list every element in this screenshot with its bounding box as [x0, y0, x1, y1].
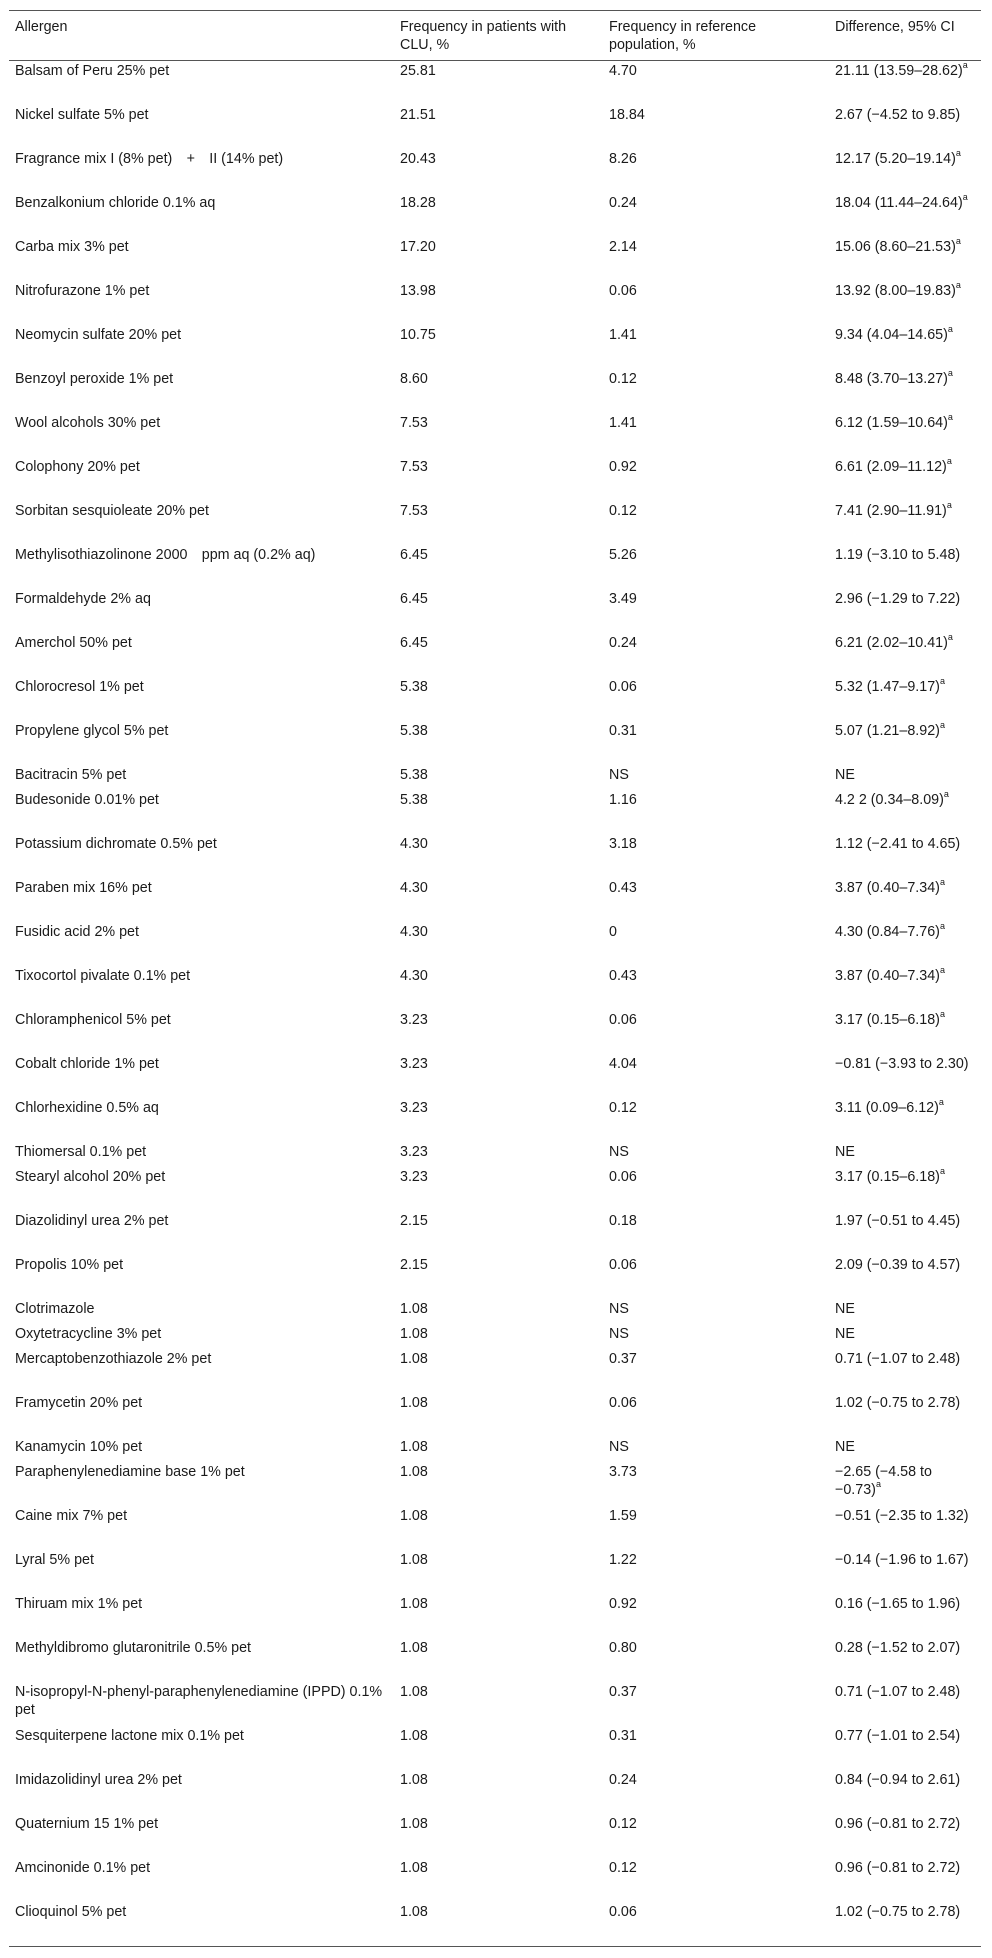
- table-row: [9, 413, 981, 457]
- difference-value: 3.87 (0.40–7.34): [835, 880, 940, 896]
- cell-frequency-clu: 2.15: [400, 1213, 428, 1229]
- difference-value: 4.2 2 (0.34–8.09): [835, 792, 944, 808]
- difference-value: 13.92 (8.00–19.83): [835, 283, 956, 299]
- difference-value: 1.97 (−0.51 to 4.45): [835, 1213, 961, 1229]
- table-row: [9, 237, 981, 281]
- cell-frequency-clu: 1.08: [400, 1816, 428, 1832]
- cell-allergen: Quaternium 15 1% pet: [15, 1816, 159, 1832]
- cell-frequency-clu: 4.30: [400, 924, 428, 940]
- cell-frequency-clu: 7.53: [400, 459, 428, 475]
- cell-allergen: Chlorocresol 1% pet: [15, 679, 144, 695]
- significance-footnote-marker: a: [947, 412, 953, 423]
- table-row: [9, 1211, 981, 1255]
- table-row: [9, 1506, 981, 1550]
- cell-allergen: Balsam of Peru 25% pet: [15, 63, 170, 79]
- cell-frequency-clu: 18.28: [400, 195, 436, 211]
- table-row: [9, 966, 981, 1010]
- table-row: [9, 61, 981, 106]
- cell-allergen: Fusidic acid 2% pet: [15, 924, 139, 940]
- cell-frequency-reference: 0.24: [609, 1772, 637, 1788]
- cell-frequency-reference: 0.24: [609, 195, 637, 211]
- difference-value: 6.21 (2.02–10.41): [835, 635, 948, 651]
- cell-difference-ci: [829, 1255, 981, 1299]
- header-row: [9, 11, 981, 61]
- cell-allergen: Carba mix 3% pet: [15, 239, 129, 255]
- significance-footnote-marker: a: [939, 1166, 945, 1177]
- difference-value: 1.02 (−0.75 to 2.78): [835, 1395, 961, 1411]
- cell-frequency-reference: 1.59: [609, 1508, 637, 1524]
- cell-difference-ci: [829, 1462, 981, 1506]
- cell-frequency-clu: 6.45: [400, 547, 428, 563]
- cell-difference-ci: [829, 1324, 981, 1349]
- cell-difference-ci: [829, 589, 981, 633]
- cell-frequency-reference: 0.06: [609, 1904, 637, 1920]
- cell-difference-ci: [829, 721, 981, 765]
- cell-frequency-clu: 7.53: [400, 415, 428, 431]
- cell-frequency-reference: 0.06: [609, 283, 637, 299]
- table-row: [9, 1299, 981, 1324]
- cell-frequency-clu: 5.38: [400, 767, 428, 783]
- cell-frequency-clu: 7.53: [400, 503, 428, 519]
- table-row: [9, 834, 981, 878]
- cell-frequency-reference: 3.49: [609, 591, 637, 607]
- table-row: [9, 1638, 981, 1682]
- table-row: [9, 1349, 981, 1393]
- table-row: [9, 1324, 981, 1349]
- difference-value: 3.17 (0.15–6.18): [835, 1012, 940, 1028]
- cell-difference-ci: [829, 1299, 981, 1324]
- cell-difference-ci: [829, 325, 981, 369]
- difference-value: 2.09 (−0.39 to 4.57): [835, 1257, 961, 1273]
- difference-value: 0.84 (−0.94 to 2.61): [835, 1772, 961, 1788]
- difference-value: 0.77 (−1.01 to 2.54): [835, 1728, 961, 1744]
- difference-value: −0.51 (−2.35 to 1.32): [835, 1508, 969, 1524]
- cell-difference-ci: [829, 1393, 981, 1437]
- cell-allergen: Budesonide 0.01% pet: [15, 792, 159, 808]
- difference-value: 21.11 (13.59–28.62): [835, 63, 963, 79]
- cell-allergen: Nitrofurazone 1% pet: [15, 283, 150, 299]
- significance-footnote-marker: a: [943, 789, 949, 800]
- cell-difference-ci: [829, 1098, 981, 1142]
- cell-frequency-clu: 1.08: [400, 1640, 428, 1656]
- cell-frequency-clu: 1.08: [400, 1508, 428, 1524]
- cell-frequency-reference: 0.18: [609, 1213, 637, 1229]
- table-row: [9, 325, 981, 369]
- cell-frequency-reference: 1.41: [609, 415, 637, 431]
- difference-value: 0.28 (−1.52 to 2.07): [835, 1640, 961, 1656]
- difference-value: 1.02 (−0.75 to 2.78): [835, 1904, 961, 1920]
- cell-frequency-reference: 0.12: [609, 1860, 637, 1876]
- cell-frequency-reference: 0.06: [609, 679, 637, 695]
- cell-allergen: Amerchol 50% pet: [15, 635, 132, 651]
- cell-allergen: Nickel sulfate 5% pet: [15, 107, 149, 123]
- difference-value: 18.04 (11.44–24.64): [835, 195, 963, 211]
- difference-value: NE: [835, 1144, 855, 1160]
- cell-frequency-reference: 0.12: [609, 1100, 637, 1116]
- cell-frequency-clu: 5.38: [400, 792, 428, 808]
- cell-frequency-reference: 0.24: [609, 635, 637, 651]
- significance-footnote-marker: a: [947, 368, 953, 379]
- table-row: [9, 1393, 981, 1437]
- cell-allergen: Clotrimazole: [15, 1301, 95, 1317]
- cell-frequency-reference: 0.12: [609, 1816, 637, 1832]
- cell-frequency-clu: 1.08: [400, 1684, 428, 1700]
- cell-difference-ci: [829, 1010, 981, 1054]
- table-row: [9, 105, 981, 149]
- cell-allergen: Formaldehyde 2% aq: [15, 591, 151, 607]
- significance-footnote-marker: a: [939, 720, 945, 731]
- cell-allergen: Mercaptobenzothiazole 2% pet: [15, 1351, 212, 1367]
- significance-footnote-marker: a: [947, 324, 953, 335]
- cell-difference-ci: [829, 1814, 981, 1858]
- difference-value: 4.30 (0.84–7.76): [835, 924, 940, 940]
- cell-frequency-clu: 1.08: [400, 1552, 428, 1568]
- difference-value: 0.16 (−1.65 to 1.96): [835, 1596, 961, 1612]
- cell-allergen: Oxytetracycline 3% pet: [15, 1326, 162, 1342]
- cell-frequency-clu: 3.23: [400, 1056, 428, 1072]
- table-row: [9, 1054, 981, 1098]
- cell-frequency-clu: 1.08: [400, 1772, 428, 1788]
- cell-frequency-reference: 0.06: [609, 1395, 637, 1411]
- table-row: [9, 1437, 981, 1462]
- difference-value: 0.96 (−0.81 to 2.72): [835, 1860, 961, 1876]
- cell-difference-ci: [829, 413, 981, 457]
- cell-allergen: Benzoyl peroxide 1% pet: [15, 371, 174, 387]
- cell-frequency-reference: 0.43: [609, 968, 637, 984]
- cell-frequency-clu: 3.23: [400, 1169, 428, 1185]
- cell-difference-ci: [829, 457, 981, 501]
- cell-frequency-clu: 6.45: [400, 591, 428, 607]
- cell-frequency-clu: 1.08: [400, 1301, 428, 1317]
- difference-value: 15.06 (8.60–21.53): [835, 239, 956, 255]
- table-row: [9, 790, 981, 834]
- cell-difference-ci: [829, 765, 981, 790]
- cell-allergen: Bacitracin 5% pet: [15, 767, 127, 783]
- difference-value: 3.11 (0.09–6.12): [835, 1100, 939, 1116]
- difference-value: −0.14 (−1.96 to 1.67): [835, 1552, 969, 1568]
- cell-frequency-clu: 1.08: [400, 1439, 428, 1455]
- cell-allergen: Amcinonide 0.1% pet: [15, 1860, 151, 1876]
- cell-allergen: Potassium dichromate 0.5% pet: [15, 836, 217, 852]
- cell-frequency-clu: 10.75: [400, 327, 436, 343]
- difference-value: 6.12 (1.59–10.64): [835, 415, 948, 431]
- cell-frequency-reference: 0.80: [609, 1640, 637, 1656]
- difference-value: 2.96 (−1.29 to 7.22): [835, 591, 961, 607]
- cell-allergen: Chlorhexidine 0.5% aq: [15, 1100, 159, 1116]
- cell-frequency-clu: 4.30: [400, 836, 428, 852]
- cell-frequency-clu: 5.38: [400, 723, 428, 739]
- cell-difference-ci: [829, 790, 981, 834]
- cell-frequency-reference: 8.26: [609, 151, 637, 167]
- significance-footnote-marker: a: [875, 1479, 881, 1490]
- cell-difference-ci: [829, 1902, 981, 1947]
- difference-value: −2.65 (−4.58 to −0.73): [835, 1464, 932, 1498]
- difference-value: 0.71 (−1.07 to 2.48): [835, 1351, 961, 1367]
- cell-frequency-clu: 1.08: [400, 1728, 428, 1744]
- cell-difference-ci: [829, 677, 981, 721]
- allergen-frequency-table: [9, 10, 981, 1947]
- table-row: [9, 1902, 981, 1947]
- cell-frequency-reference: 0.92: [609, 1596, 637, 1612]
- cell-frequency-reference: 3.73: [609, 1464, 637, 1480]
- table-row: [9, 149, 981, 193]
- table-row: [9, 1098, 981, 1142]
- cell-frequency-reference: NS: [609, 1439, 629, 1455]
- difference-value: 12.17 (5.20–19.14): [835, 151, 956, 167]
- cell-allergen: Neomycin sulfate 20% pet: [15, 327, 182, 343]
- table-header: [9, 11, 981, 61]
- cell-frequency-clu: 6.45: [400, 635, 428, 651]
- cell-difference-ci: [829, 1167, 981, 1211]
- cell-frequency-reference: 1.41: [609, 327, 637, 343]
- cell-frequency-reference: 4.04: [609, 1056, 637, 1072]
- cell-frequency-clu: 8.60: [400, 371, 428, 387]
- cell-difference-ci: [829, 834, 981, 878]
- significance-footnote-marker: a: [939, 1009, 945, 1020]
- cell-frequency-reference: 1.16: [609, 792, 637, 808]
- cell-allergen: Diazolidinyl urea 2% pet: [15, 1213, 169, 1229]
- cell-frequency-reference: 5.26: [609, 547, 637, 563]
- cell-frequency-reference: NS: [609, 1144, 629, 1160]
- cell-difference-ci: [829, 105, 981, 149]
- cell-frequency-reference: 0.31: [609, 723, 637, 739]
- table-row: [9, 677, 981, 721]
- cell-allergen: Cobalt chloride 1% pet: [15, 1056, 159, 1072]
- table-row: [9, 1255, 981, 1299]
- cell-allergen: Thiomersal 0.1% pet: [15, 1144, 147, 1160]
- cell-allergen: Propylene glycol 5% pet: [15, 723, 169, 739]
- cell-allergen: Chloramphenicol 5% pet: [15, 1012, 171, 1028]
- cell-allergen: Fragrance mix I (8% pet) + II (14% pet): [15, 151, 284, 167]
- difference-value: NE: [835, 1439, 855, 1455]
- significance-footnote-marker: a: [955, 148, 961, 159]
- table-row: [9, 369, 981, 413]
- cell-difference-ci: [829, 1858, 981, 1902]
- cell-frequency-reference: 0.43: [609, 880, 637, 896]
- cell-frequency-clu: 4.30: [400, 968, 428, 984]
- cell-frequency-reference: 4.70: [609, 63, 637, 79]
- table-row: [9, 633, 981, 677]
- cell-allergen: Sesquiterpene lactone mix 0.1% pet: [15, 1728, 244, 1744]
- cell-difference-ci: [829, 545, 981, 589]
- significance-footnote-marker: a: [962, 192, 968, 203]
- cell-difference-ci: [829, 501, 981, 545]
- significance-footnote-marker: a: [946, 456, 952, 467]
- cell-allergen: Paraphenylenediamine base 1% pet: [15, 1464, 245, 1480]
- header-difference-ci: Difference, 95% CI: [835, 19, 955, 35]
- cell-difference-ci: [829, 369, 981, 413]
- cell-frequency-clu: 1.08: [400, 1351, 428, 1367]
- cell-frequency-clu: 1.08: [400, 1395, 428, 1411]
- cell-difference-ci: [829, 922, 981, 966]
- cell-frequency-reference: NS: [609, 767, 629, 783]
- cell-frequency-clu: 21.51: [400, 107, 436, 123]
- table-row: [9, 922, 981, 966]
- table-row: [9, 281, 981, 325]
- table-row: [9, 1858, 981, 1902]
- table-body: [9, 61, 981, 1947]
- difference-value: 3.87 (0.40–7.34): [835, 968, 940, 984]
- significance-footnote-marker: a: [939, 921, 945, 932]
- difference-value: 0.96 (−0.81 to 2.72): [835, 1816, 961, 1832]
- cell-frequency-reference: 0.37: [609, 1351, 637, 1367]
- table-row: [9, 457, 981, 501]
- cell-frequency-clu: 3.23: [400, 1144, 428, 1160]
- difference-value: 1.19 (−3.10 to 5.48): [835, 547, 961, 563]
- difference-value: NE: [835, 1326, 855, 1342]
- difference-value: 2.67 (−4.52 to 9.85): [835, 107, 961, 123]
- cell-difference-ci: [829, 1211, 981, 1255]
- cell-frequency-clu: 1.08: [400, 1596, 428, 1612]
- table-row: [9, 1462, 981, 1506]
- difference-value: NE: [835, 1301, 855, 1317]
- cell-frequency-clu: 2.15: [400, 1257, 428, 1273]
- cell-frequency-clu: 25.81: [400, 63, 436, 79]
- table-row: [9, 1814, 981, 1858]
- difference-value: 3.17 (0.15–6.18): [835, 1169, 940, 1185]
- cell-frequency-clu: 17.20: [400, 239, 436, 255]
- cell-frequency-reference: 0.06: [609, 1169, 637, 1185]
- cell-frequency-clu: 1.08: [400, 1464, 428, 1480]
- cell-allergen: Colophony 20% pet: [15, 459, 140, 475]
- cell-frequency-clu: 1.08: [400, 1860, 428, 1876]
- table-row: [9, 878, 981, 922]
- difference-value: 6.61 (2.09–11.12): [835, 459, 947, 475]
- cell-difference-ci: [829, 149, 981, 193]
- significance-footnote-marker: a: [938, 1097, 944, 1108]
- significance-footnote-marker: a: [955, 280, 961, 291]
- cell-frequency-reference: NS: [609, 1326, 629, 1342]
- table-row: [9, 765, 981, 790]
- cell-difference-ci: [829, 878, 981, 922]
- table-row: [9, 1167, 981, 1211]
- cell-frequency-clu: 4.30: [400, 880, 428, 896]
- cell-difference-ci: [829, 1506, 981, 1550]
- cell-frequency-reference: 2.14: [609, 239, 637, 255]
- cell-difference-ci: [829, 1550, 981, 1594]
- cell-difference-ci: [829, 281, 981, 325]
- cell-allergen: Imidazolidinyl urea 2% pet: [15, 1772, 182, 1788]
- cell-difference-ci: [829, 61, 981, 106]
- significance-footnote-marker: a: [947, 632, 953, 643]
- table-row: [9, 589, 981, 633]
- cell-allergen: Methyldibromo glutaronitrile 0.5% pet: [15, 1640, 252, 1656]
- difference-value: 5.32 (1.47–9.17): [835, 679, 940, 695]
- cell-allergen: Framycetin 20% pet: [15, 1395, 143, 1411]
- cell-allergen: Wool alcohols 30% pet: [15, 415, 161, 431]
- header-frequency-reference: Frequency in reference population, %: [609, 19, 757, 53]
- table-row: [9, 1550, 981, 1594]
- difference-value: 5.07 (1.21–8.92): [835, 723, 940, 739]
- cell-difference-ci: [829, 633, 981, 677]
- cell-frequency-clu: 20.43: [400, 151, 436, 167]
- cell-frequency-reference: NS: [609, 1301, 629, 1317]
- table-row: [9, 721, 981, 765]
- cell-difference-ci: [829, 1349, 981, 1393]
- cell-frequency-clu: 13.98: [400, 283, 436, 299]
- cell-allergen: Propolis 10% pet: [15, 1257, 124, 1273]
- table-row: [9, 501, 981, 545]
- cell-allergen: Thiruam mix 1% pet: [15, 1596, 143, 1612]
- cell-allergen: Paraben mix 16% pet: [15, 880, 152, 896]
- cell-allergen: Stearyl alcohol 20% pet: [15, 1169, 166, 1185]
- cell-frequency-reference: 0.12: [609, 503, 637, 519]
- cell-allergen: Lyral 5% pet: [15, 1552, 94, 1568]
- cell-allergen: Tixocortol pivalate 0.1% pet: [15, 968, 191, 984]
- cell-frequency-reference: 18.84: [609, 107, 645, 123]
- cell-frequency-reference: 1.22: [609, 1552, 637, 1568]
- cell-frequency-reference: 0.06: [609, 1257, 637, 1273]
- table-row: [9, 1682, 981, 1726]
- significance-footnote-marker: a: [946, 500, 952, 511]
- cell-allergen: Kanamycin 10% pet: [15, 1439, 143, 1455]
- difference-value: 7.41 (2.90–11.91): [835, 503, 947, 519]
- difference-value: NE: [835, 767, 855, 783]
- cell-allergen: Sorbitan sesquioleate 20% pet: [15, 503, 209, 519]
- table-row: [9, 1726, 981, 1770]
- cell-frequency-clu: 3.23: [400, 1012, 428, 1028]
- cell-frequency-clu: 1.08: [400, 1904, 428, 1920]
- significance-footnote-marker: a: [955, 236, 961, 247]
- cell-allergen: Caine mix 7% pet: [15, 1508, 128, 1524]
- cell-difference-ci: [829, 1726, 981, 1770]
- cell-difference-ci: [829, 1594, 981, 1638]
- cell-frequency-reference: 0.92: [609, 459, 637, 475]
- cell-difference-ci: [829, 1142, 981, 1167]
- cell-difference-ci: [829, 1437, 981, 1462]
- cell-frequency-clu: 1.08: [400, 1326, 428, 1342]
- cell-frequency-reference: 0.31: [609, 1728, 637, 1744]
- cell-difference-ci: [829, 966, 981, 1010]
- significance-footnote-marker: a: [939, 965, 945, 976]
- cell-difference-ci: [829, 1054, 981, 1098]
- cell-frequency-clu: 3.23: [400, 1100, 428, 1116]
- difference-value: 1.12 (−2.41 to 4.65): [835, 836, 961, 852]
- header-frequency-clu: Frequency in patients with CLU, %: [400, 19, 567, 53]
- significance-footnote-marker: a: [939, 877, 945, 888]
- table-row: [9, 1010, 981, 1054]
- cell-frequency-reference: 0.12: [609, 371, 637, 387]
- cell-difference-ci: [829, 1682, 981, 1726]
- difference-value: 8.48 (3.70–13.27): [835, 371, 948, 387]
- cell-difference-ci: [829, 1638, 981, 1682]
- table-row: [9, 1142, 981, 1167]
- table-row: [9, 1770, 981, 1814]
- cell-frequency-reference: 0.37: [609, 1684, 637, 1700]
- significance-footnote-marker: a: [939, 676, 945, 687]
- cell-frequency-reference: 0: [609, 924, 617, 940]
- cell-allergen: Benzalkonium chloride 0.1% aq: [15, 195, 216, 211]
- difference-value: −0.81 (−3.93 to 2.30): [835, 1056, 969, 1072]
- header-allergen: Allergen: [15, 19, 68, 35]
- cell-difference-ci: [829, 1770, 981, 1814]
- table-row: [9, 545, 981, 589]
- difference-value: 0.71 (−1.07 to 2.48): [835, 1684, 961, 1700]
- significance-footnote-marker: a: [962, 60, 968, 71]
- cell-allergen: Methylisothiazolinone 2000 ppm aq (0.2% aq): [15, 547, 316, 563]
- cell-difference-ci: [829, 193, 981, 237]
- cell-allergen: Clioquinol 5% pet: [15, 1904, 127, 1920]
- cell-frequency-reference: 0.06: [609, 1012, 637, 1028]
- cell-frequency-clu: 5.38: [400, 679, 428, 695]
- cell-frequency-reference: 3.18: [609, 836, 637, 852]
- table-row: [9, 1594, 981, 1638]
- cell-allergen: N-isopropyl-N-phenyl-paraphenylenediamine (IPPD) 0.1% pet: [15, 1684, 383, 1718]
- difference-value: 9.34 (4.04–14.65): [835, 327, 948, 343]
- table-row: [9, 193, 981, 237]
- cell-difference-ci: [829, 237, 981, 281]
